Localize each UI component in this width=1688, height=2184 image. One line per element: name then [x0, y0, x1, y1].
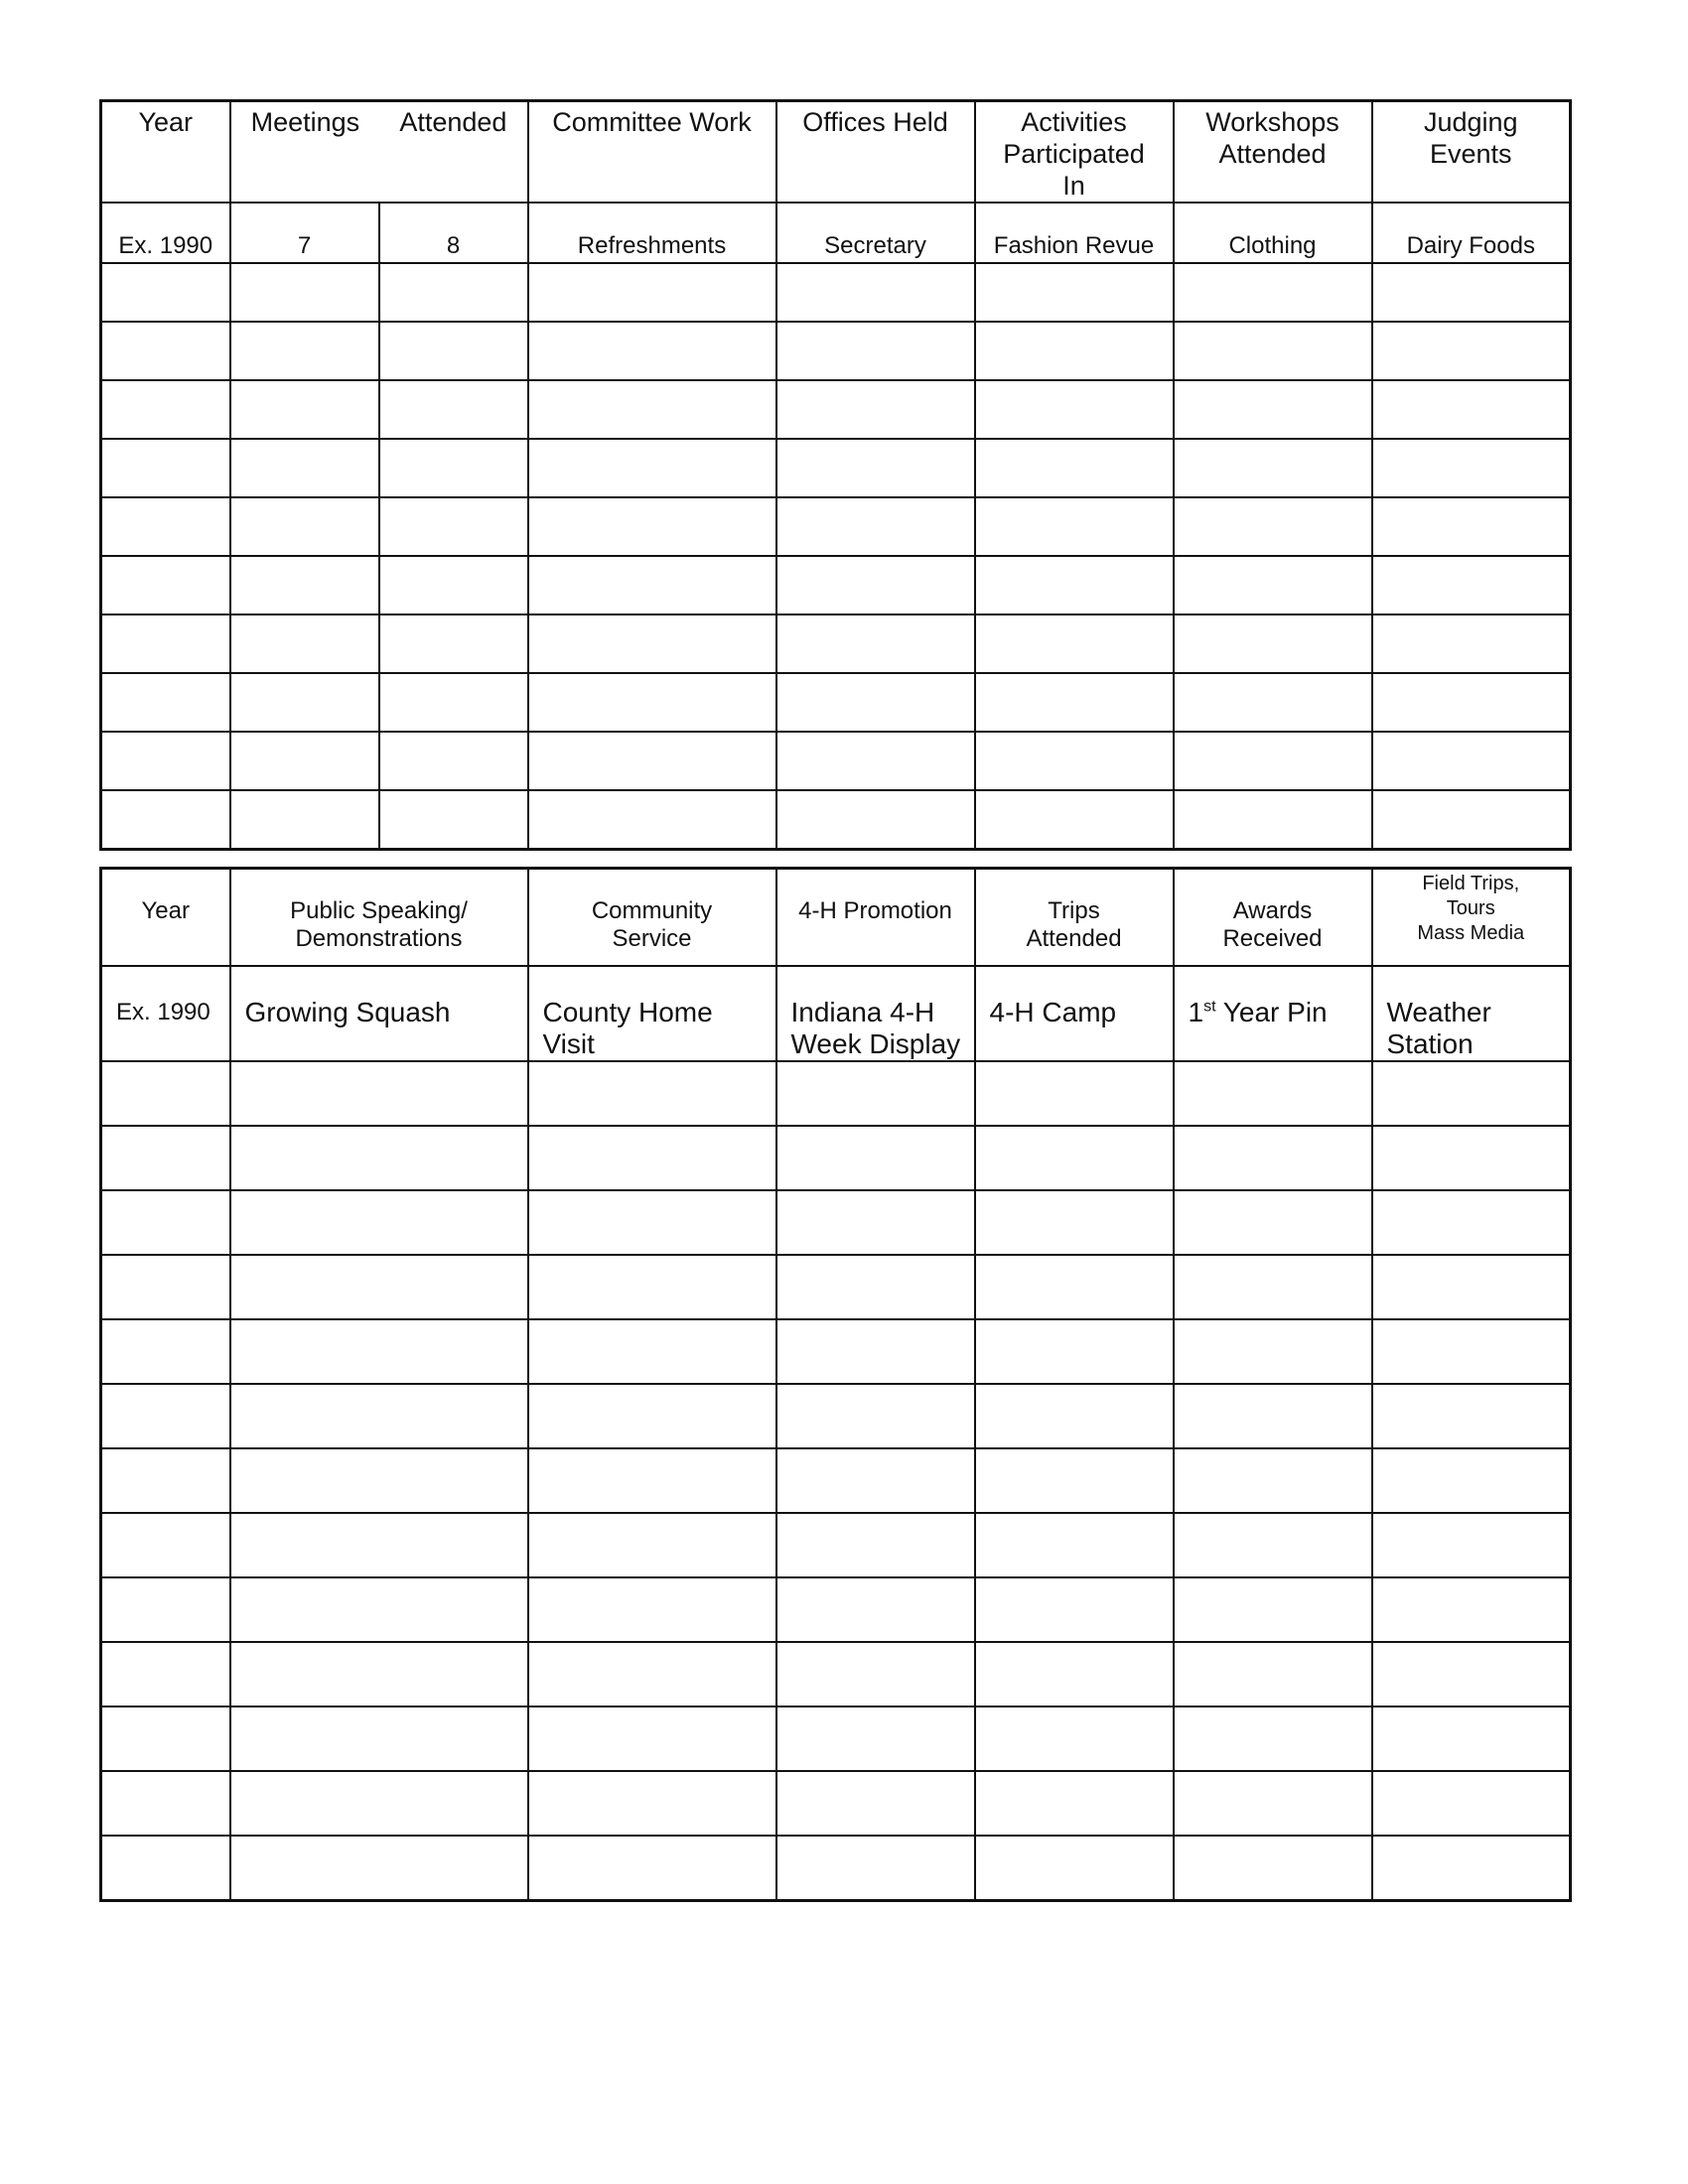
blank-row [101, 1577, 1571, 1642]
blank-cell[interactable] [1372, 1384, 1571, 1448]
blank-cell[interactable] [1174, 1706, 1372, 1771]
blank-cell[interactable] [230, 1642, 528, 1706]
blank-cell[interactable] [1372, 673, 1571, 732]
blank-cell[interactable] [975, 790, 1174, 850]
blank-cell[interactable] [230, 380, 379, 439]
example-community: County Home Visit [528, 966, 776, 1061]
blank-cell[interactable] [776, 380, 975, 439]
blank-cell[interactable] [975, 732, 1174, 790]
header-committee-work: Committee Work [528, 101, 776, 204]
blank-cell[interactable] [1174, 1319, 1372, 1384]
blank-row [101, 790, 1571, 850]
blank-cell[interactable] [101, 322, 230, 380]
blank-cell[interactable] [975, 1836, 1174, 1901]
blank-cell[interactable] [1174, 439, 1372, 497]
blank-cell[interactable] [101, 263, 230, 322]
example-year: Ex. 1990 [101, 966, 230, 1061]
blank-cell[interactable] [230, 439, 379, 497]
blank-cell[interactable] [1174, 1255, 1372, 1319]
blank-cell[interactable] [1372, 1255, 1571, 1319]
blank-cell[interactable] [776, 263, 975, 322]
example-promotion: Indiana 4-H Week Display [776, 966, 975, 1061]
blank-cell[interactable] [230, 614, 379, 673]
blank-cell[interactable] [230, 1319, 528, 1384]
blank-cell[interactable] [776, 1577, 975, 1642]
blank-cell[interactable] [379, 380, 528, 439]
blank-row [101, 439, 1571, 497]
blank-row [101, 1513, 1571, 1577]
blank-cell[interactable] [101, 497, 230, 556]
blank-cell[interactable] [1174, 1836, 1372, 1901]
blank-cell[interactable] [379, 439, 528, 497]
blank-row [101, 1061, 1571, 1126]
blank-cell[interactable] [1372, 614, 1571, 673]
blank-cell[interactable] [101, 790, 230, 850]
example-judging: Dairy Foods [1372, 203, 1571, 263]
blank-cell[interactable] [776, 1190, 975, 1255]
blank-cell[interactable] [528, 1706, 776, 1771]
header-community-service: Community Service [528, 869, 776, 966]
blank-cell[interactable] [101, 556, 230, 614]
blank-cell[interactable] [379, 614, 528, 673]
blank-rows [101, 1061, 1571, 1901]
blank-cell[interactable] [975, 1126, 1174, 1190]
blank-cell[interactable] [101, 1448, 230, 1513]
blank-cell[interactable] [776, 1255, 975, 1319]
blank-cell[interactable] [975, 322, 1174, 380]
blank-cell[interactable] [975, 1319, 1174, 1384]
example-trips: 4-H Camp [975, 966, 1174, 1061]
header-year: Year [101, 101, 230, 204]
blank-cell[interactable] [101, 439, 230, 497]
blank-cell[interactable] [528, 322, 776, 380]
blank-cell[interactable] [776, 497, 975, 556]
blank-cell[interactable] [101, 1577, 230, 1642]
blank-row [101, 263, 1571, 322]
blank-cell[interactable] [230, 1836, 528, 1901]
blank-cell[interactable] [379, 790, 528, 850]
blank-cell[interactable] [1174, 1513, 1372, 1577]
blank-cell[interactable] [975, 556, 1174, 614]
blank-cell[interactable] [101, 732, 230, 790]
blank-cell[interactable] [975, 1706, 1174, 1771]
header-year: Year [101, 869, 230, 966]
example-row [101, 966, 1571, 1061]
blank-cell[interactable] [1372, 1706, 1571, 1771]
blank-cell[interactable] [230, 1255, 528, 1319]
blank-cell[interactable] [101, 614, 230, 673]
blank-cell[interactable] [975, 1384, 1174, 1448]
blank-row [101, 1190, 1571, 1255]
example-awards: 1st Year Pin [1174, 966, 1372, 1061]
blank-cell[interactable] [1372, 322, 1571, 380]
blank-cell[interactable] [379, 497, 528, 556]
blank-cell[interactable] [1372, 1771, 1571, 1836]
blank-cell[interactable] [528, 1190, 776, 1255]
blank-cell[interactable] [975, 1061, 1174, 1126]
blank-cell[interactable] [528, 1061, 776, 1126]
blank-cell[interactable] [1372, 1642, 1571, 1706]
blank-cell[interactable] [776, 1642, 975, 1706]
blank-cell[interactable] [528, 1448, 776, 1513]
blank-cell[interactable] [528, 263, 776, 322]
blank-cell[interactable] [975, 439, 1174, 497]
blank-cell[interactable] [975, 263, 1174, 322]
blank-cell[interactable] [101, 1384, 230, 1448]
blank-cell[interactable] [101, 1126, 230, 1190]
blank-cell[interactable] [1372, 1448, 1571, 1513]
header-awards-received: Awards Received [1174, 869, 1372, 966]
blank-cell[interactable] [975, 1448, 1174, 1513]
blank-cell[interactable] [975, 1190, 1174, 1255]
header-4h-promotion: 4-H Promotion [776, 869, 975, 966]
blank-cell[interactable] [776, 1448, 975, 1513]
blank-cell[interactable] [1372, 1836, 1571, 1901]
blank-cell[interactable] [776, 1836, 975, 1901]
blank-cell[interactable] [1372, 380, 1571, 439]
blank-cell[interactable] [975, 1642, 1174, 1706]
blank-rows [101, 263, 1571, 850]
blank-cell[interactable] [975, 1255, 1174, 1319]
leadership-record-table [99, 867, 1572, 1902]
blank-cell[interactable] [1174, 1126, 1372, 1190]
blank-cell[interactable] [776, 1771, 975, 1836]
blank-cell[interactable] [528, 614, 776, 673]
blank-cell[interactable] [776, 732, 975, 790]
blank-cell[interactable] [230, 673, 379, 732]
blank-cell[interactable] [776, 322, 975, 380]
blank-cell[interactable] [776, 1061, 975, 1126]
example-committee: Refreshments [528, 203, 776, 263]
blank-cell[interactable] [230, 1706, 528, 1771]
blank-cell[interactable] [1372, 1190, 1571, 1255]
blank-cell[interactable] [528, 1513, 776, 1577]
blank-cell[interactable] [1174, 614, 1372, 673]
blank-cell[interactable] [230, 1513, 528, 1577]
blank-cell[interactable] [1372, 1061, 1571, 1126]
blank-cell[interactable] [528, 673, 776, 732]
blank-cell[interactable] [1174, 380, 1372, 439]
blank-cell[interactable] [101, 1513, 230, 1577]
blank-cell[interactable] [776, 1384, 975, 1448]
example-row [101, 203, 1571, 263]
blank-cell[interactable] [975, 1577, 1174, 1642]
blank-cell[interactable] [1174, 1448, 1372, 1513]
blank-cell[interactable] [379, 556, 528, 614]
blank-cell[interactable] [528, 1319, 776, 1384]
blank-row [101, 1255, 1571, 1319]
activities-record-table [99, 99, 1572, 851]
blank-cell[interactable] [528, 1126, 776, 1190]
blank-row [101, 1771, 1571, 1836]
blank-cell[interactable] [101, 380, 230, 439]
blank-cell[interactable] [1174, 732, 1372, 790]
header-trips-attended: Trips Attended [975, 869, 1174, 966]
header-attended: Attended [399, 107, 507, 137]
blank-row [101, 1448, 1571, 1513]
blank-cell[interactable] [776, 1513, 975, 1577]
blank-cell[interactable] [379, 263, 528, 322]
blank-cell[interactable] [1174, 1771, 1372, 1836]
blank-cell[interactable] [101, 1319, 230, 1384]
blank-cell[interactable] [1372, 1126, 1571, 1190]
blank-cell[interactable] [1372, 263, 1571, 322]
blank-cell[interactable] [1372, 732, 1571, 790]
example-offices: Secretary [776, 203, 975, 263]
blank-cell[interactable] [975, 380, 1174, 439]
blank-row [101, 322, 1571, 380]
blank-cell[interactable] [528, 380, 776, 439]
blank-cell[interactable] [379, 732, 528, 790]
blank-cell[interactable] [101, 1642, 230, 1706]
header-judging: Judging Events [1372, 101, 1571, 204]
blank-cell[interactable] [1372, 1319, 1571, 1384]
blank-row [101, 1126, 1571, 1190]
blank-cell[interactable] [975, 497, 1174, 556]
blank-cell[interactable] [230, 732, 379, 790]
blank-cell[interactable] [1372, 439, 1571, 497]
header-public-speaking: Public Speaking/ Demonstrations [230, 869, 528, 966]
blank-cell[interactable] [776, 790, 975, 850]
blank-cell[interactable] [379, 673, 528, 732]
blank-cell[interactable] [776, 1706, 975, 1771]
blank-cell[interactable] [975, 673, 1174, 732]
blank-cell[interactable] [230, 790, 379, 850]
blank-row [101, 1706, 1571, 1771]
header-offices-held: Offices Held [776, 101, 975, 204]
blank-cell[interactable] [1174, 673, 1372, 732]
blank-cell[interactable] [528, 1577, 776, 1642]
example-year: Ex. 1990 [101, 203, 230, 263]
blank-cell[interactable] [101, 1836, 230, 1901]
header-activities: Activities Participated In [975, 101, 1174, 204]
blank-cell[interactable] [230, 556, 379, 614]
example-meetings: 7 [230, 203, 379, 263]
blank-cell[interactable] [528, 1255, 776, 1319]
blank-cell[interactable] [1174, 790, 1372, 850]
blank-cell[interactable] [379, 322, 528, 380]
header-field-trips: Field Trips, Tours Mass Media [1372, 869, 1571, 966]
blank-cell[interactable] [528, 1771, 776, 1836]
blank-row [101, 614, 1571, 673]
blank-cell[interactable] [1174, 556, 1372, 614]
blank-cell[interactable] [776, 1319, 975, 1384]
blank-cell[interactable] [528, 497, 776, 556]
blank-row [101, 497, 1571, 556]
blank-row [101, 1836, 1571, 1901]
blank-cell[interactable] [230, 1061, 528, 1126]
blank-row [101, 1642, 1571, 1706]
blank-cell[interactable] [230, 1448, 528, 1513]
blank-cell[interactable] [528, 439, 776, 497]
blank-cell[interactable] [230, 263, 379, 322]
blank-row [101, 732, 1571, 790]
blank-cell[interactable] [776, 556, 975, 614]
blank-row [101, 1384, 1571, 1448]
blank-cell[interactable] [101, 1061, 230, 1126]
example-workshops: Clothing [1174, 203, 1372, 263]
blank-cell[interactable] [1174, 1384, 1372, 1448]
table-header-row [101, 101, 1571, 204]
header-meetings: Meetings [250, 107, 360, 137]
blank-cell[interactable] [101, 673, 230, 732]
blank-row [101, 1319, 1571, 1384]
blank-cell[interactable] [528, 732, 776, 790]
example-attended: 8 [379, 203, 528, 263]
blank-cell[interactable] [1174, 322, 1372, 380]
blank-row [101, 673, 1571, 732]
blank-cell[interactable] [230, 1384, 528, 1448]
blank-row [101, 380, 1571, 439]
header-meetings-attended [230, 101, 528, 204]
blank-cell[interactable] [1174, 1190, 1372, 1255]
example-speaking: Growing Squash [230, 966, 528, 1061]
blank-cell[interactable] [230, 1577, 528, 1642]
example-field-trips: Weather Station [1372, 966, 1571, 1061]
blank-cell[interactable] [1372, 556, 1571, 614]
blank-cell[interactable] [776, 439, 975, 497]
blank-cell[interactable] [975, 1771, 1174, 1836]
blank-cell[interactable] [230, 1771, 528, 1836]
blank-cell[interactable] [1372, 1513, 1571, 1577]
blank-cell[interactable] [1372, 790, 1571, 850]
blank-cell[interactable] [1174, 1577, 1372, 1642]
blank-cell[interactable] [1174, 1061, 1372, 1126]
blank-cell[interactable] [776, 1126, 975, 1190]
blank-cell[interactable] [230, 322, 379, 380]
blank-cell[interactable] [230, 497, 379, 556]
blank-cell[interactable] [101, 1255, 230, 1319]
blank-cell[interactable] [776, 614, 975, 673]
blank-cell[interactable] [528, 790, 776, 850]
table-header-row [101, 869, 1571, 966]
blank-cell[interactable] [776, 673, 975, 732]
blank-cell[interactable] [230, 1190, 528, 1255]
blank-cell[interactable] [1372, 497, 1571, 556]
blank-cell[interactable] [528, 556, 776, 614]
blank-cell[interactable] [975, 1513, 1174, 1577]
blank-cell[interactable] [1174, 1642, 1372, 1706]
blank-cell[interactable] [230, 1126, 528, 1190]
blank-cell[interactable] [101, 1190, 230, 1255]
blank-cell[interactable] [528, 1384, 776, 1448]
header-workshops: Workshops Attended [1174, 101, 1372, 204]
example-activities: Fashion Revue [975, 203, 1174, 263]
blank-cell[interactable] [101, 1771, 230, 1836]
blank-cell[interactable] [528, 1642, 776, 1706]
blank-cell[interactable] [975, 614, 1174, 673]
blank-cell[interactable] [1174, 497, 1372, 556]
blank-cell[interactable] [1372, 1577, 1571, 1642]
blank-cell[interactable] [101, 1706, 230, 1771]
blank-cell[interactable] [1174, 263, 1372, 322]
blank-row [101, 556, 1571, 614]
blank-cell[interactable] [528, 1836, 776, 1901]
